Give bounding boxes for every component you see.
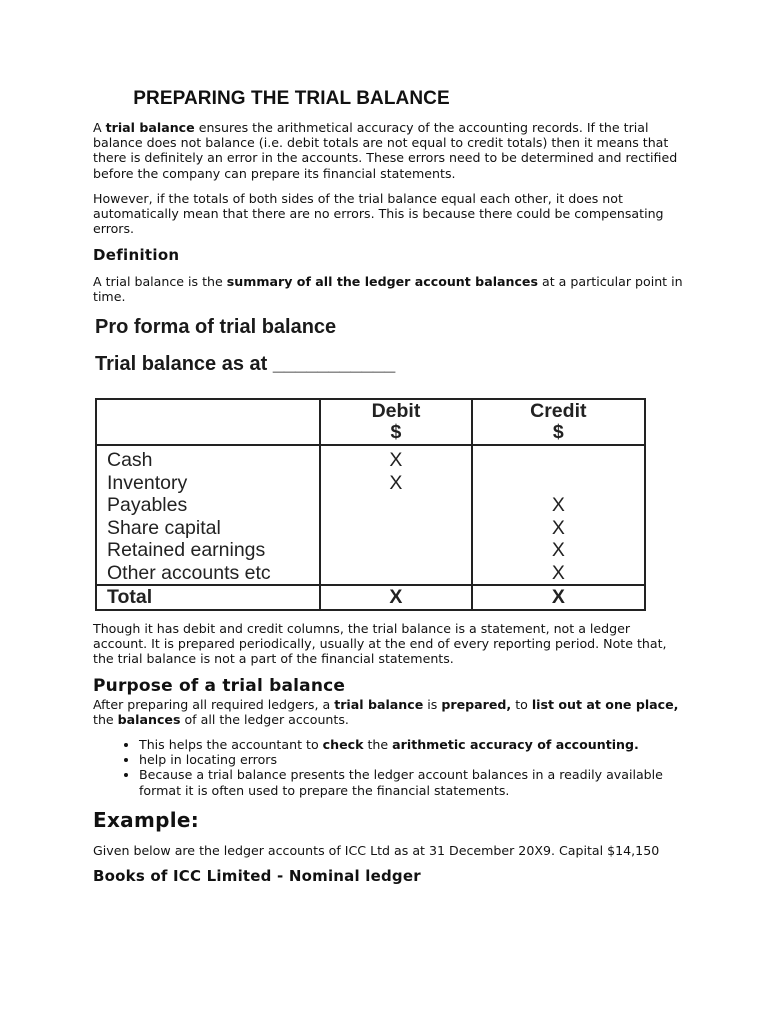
debit-label: Debit: [371, 400, 421, 422]
table-row: [96, 517, 645, 540]
account-name: Retained earnings: [96, 539, 320, 562]
text: Though it has debit and credit columns, the trial balance is a statement, not a ledger account. It is prepared periodically, usually at the end of every reporting period. Note that, the trial balance is not a part of the financial statements.: [93, 621, 667, 667]
list-item: [139, 737, 683, 752]
text: the: [363, 737, 393, 752]
debit-mark: X: [320, 445, 471, 472]
bold-term: arithmetic accuracy of accounting.: [392, 737, 639, 752]
table-row: [96, 445, 645, 472]
table-header-row: [96, 399, 645, 445]
account-name: Inventory: [96, 472, 320, 495]
debit-unit: $: [390, 421, 402, 443]
table-row: [96, 472, 645, 495]
bold-term: trial balance: [105, 120, 195, 135]
text: A: [93, 120, 106, 135]
account-name: Other accounts etc: [96, 562, 320, 586]
debit-mark: [320, 494, 471, 517]
total-credit-mark: X: [472, 585, 645, 610]
heading: Books of ICC Limited - Nominal ledger: [93, 867, 421, 885]
text: of all the ledger accounts.: [180, 712, 349, 728]
header-account: [96, 399, 320, 445]
table-row: [96, 494, 645, 517]
text: This helps the accountant to: [139, 737, 323, 752]
credit-mark: X: [472, 494, 645, 517]
credit-mark: X: [472, 562, 645, 586]
definition-paragraph: [93, 274, 683, 304]
bold-term: summary of all the ledger account balances: [226, 274, 538, 289]
account-name: Share capital: [96, 517, 320, 540]
total-debit-mark: X: [320, 585, 471, 610]
heading: Example:: [93, 808, 200, 832]
bold-term: trial balance: [334, 697, 424, 712]
text: at a particular point in time.: [93, 274, 683, 305]
bold-term: balances: [117, 712, 181, 728]
purpose-paragraph: [93, 697, 683, 727]
credit-mark: X: [472, 539, 645, 562]
header-debit: [320, 399, 471, 445]
proforma-heading: Pro forma of trial balance: [95, 316, 337, 338]
bold-term: prepared,: [441, 697, 512, 712]
intro-paragraph-1: [93, 120, 683, 181]
text: the: [93, 712, 118, 728]
total-label: Total: [96, 585, 320, 610]
text: However, if the totals of both sides of the trial balance equal each other, it does not automatically mean that there are no errors. This is because there could be compensating errors.: [93, 191, 664, 237]
credit-mark: X: [472, 517, 645, 540]
bold-term: list out at one place,: [531, 697, 679, 712]
purpose-heading: [93, 676, 683, 696]
list-item: • Because a trial balance presents the ledger account balances in a readily available format it is often used to prepare the financial statements.: [139, 767, 683, 797]
purpose-bullets: [93, 737, 683, 798]
bullet-list: [93, 737, 683, 798]
text: is: [423, 697, 442, 712]
credit-label: Credit: [530, 400, 587, 422]
heading: Definition: [93, 246, 180, 264]
books-heading: [93, 867, 683, 885]
debit-mark: X: [320, 472, 471, 495]
account-name: Payables: [96, 494, 320, 517]
table-row: [96, 539, 645, 562]
intro-paragraph-2: [93, 191, 683, 237]
trial-balance-as-at: Trial balance as at ___________: [95, 353, 396, 375]
debit-mark: [320, 517, 471, 540]
debit-mark: [320, 562, 471, 586]
list-item: • help in locating errors: [139, 752, 683, 767]
page-title: PREPARING THE TRIAL BALANCE: [133, 88, 450, 109]
credit-unit: $: [552, 421, 564, 443]
table-row: [96, 562, 645, 586]
example-heading: [93, 808, 683, 832]
text: Given below are the ledger accounts of ICC Ltd as at 31 December 20X9. Capital $14,150: [93, 843, 660, 858]
table-total-row: [96, 585, 645, 610]
trial-balance-table: [95, 398, 646, 611]
text: After preparing all required ledgers, a: [93, 697, 335, 712]
definition-heading: [93, 246, 683, 264]
account-name: Cash: [96, 445, 320, 472]
bold-term: check: [322, 737, 364, 752]
text: A trial balance is the: [93, 274, 227, 289]
text: to: [511, 697, 532, 712]
debit-mark: [320, 539, 471, 562]
credit-mark: [472, 445, 645, 472]
heading: Purpose of a trial balance: [93, 676, 346, 696]
text: ensures the arithmetical accuracy of the accounting records. If the trial balance does not balance (i.e. debit totals are not equal to credit totals) then it means that there is definitely an error in the accounts. These errors need to be determined and rectified before the company can prepare its financial statements.: [93, 120, 678, 181]
credit-mark: [472, 472, 645, 495]
header-credit: [472, 399, 645, 445]
note-paragraph: [93, 621, 683, 667]
example-paragraph: [93, 843, 683, 858]
